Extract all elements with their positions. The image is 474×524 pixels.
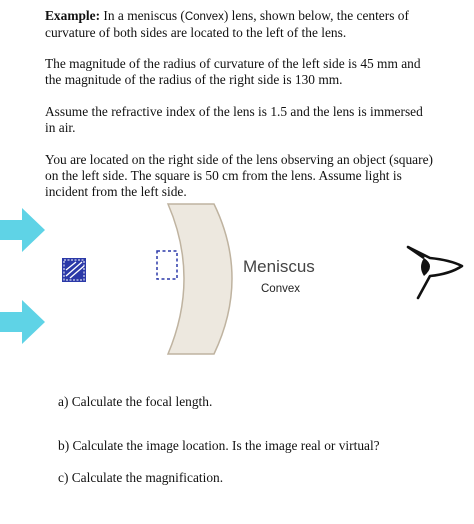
example-label: Example: [45, 8, 96, 23]
object-square-icon: [62, 258, 86, 282]
light-arrow-top-icon: [0, 208, 45, 252]
intro-text-after: ) lens, shown below, the centers of curvature of both sides are located to the left of the lens.: [45, 8, 409, 40]
refractive-index-paragraph: Assume the refractive index of the lens is 1.5 and the lens is immersed in air.: [45, 104, 423, 135]
intro-text-before: In a meniscus (: [100, 8, 185, 23]
intro-paragraph: Example: In a meniscus (Convex) lens, shown below, the centers of curvature of both sides are located to the left of the lens.: [45, 8, 409, 40]
image-dashed-square-icon: [157, 251, 177, 279]
lens-type-label: Convex: [261, 283, 300, 295]
observer-location-paragraph: You are located on the right side of the lens observing an object (square) on the left side. The square is 50 cm from the lens. Assume light is incident from the left side.: [45, 152, 433, 199]
question-b: b) Calculate the image location. Is the image real or virtual?: [58, 438, 380, 453]
radius-paragraph: The magnitude of the radius of curvature of the left side is 45 mm and the magnitude of the radius of the right side is 130 mm.: [45, 56, 421, 87]
question-c: c) Calculate the magnification.: [58, 470, 224, 485]
light-arrow-bottom-icon: [0, 300, 45, 344]
question-a: a) Calculate the focal length.: [58, 394, 213, 409]
lens-type-inline: Convex: [184, 11, 224, 23]
eye-icon: [408, 247, 462, 298]
lens-name-label: Meniscus: [243, 257, 315, 276]
meniscus-lens-icon: [168, 204, 232, 354]
